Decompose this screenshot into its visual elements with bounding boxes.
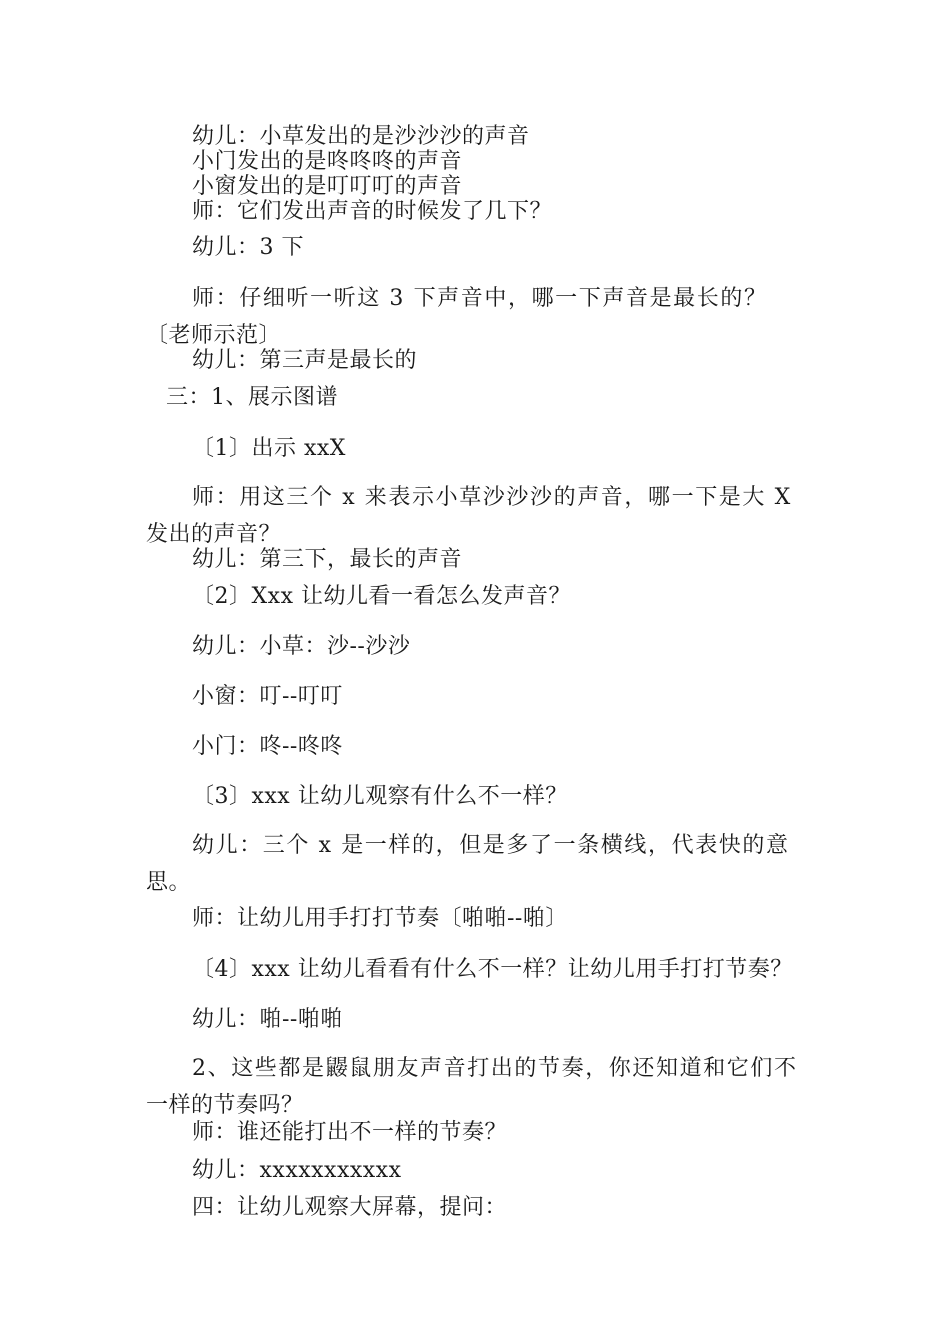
text-line: 〔3〕xxx 让幼儿观察有什么不一样？ [192, 784, 568, 809]
text-line: 〔2〕Xxx 让幼儿看一看怎么发声音？ [192, 584, 571, 609]
text-line: 〔老师示范〕 [146, 323, 282, 348]
text-line: 幼儿：小草：沙--沙沙 [192, 634, 411, 659]
text-line: 小窗：叮--叮叮 [192, 684, 343, 709]
text-line: 幼儿：啪--啪啪 [192, 1007, 343, 1032]
text-line: 〔4〕xxx 让幼儿看看有什么不一样？让幼儿用手打打节奏？ [192, 957, 793, 982]
text-line: 思。 [146, 870, 192, 895]
text-line: 2、这些都是鼹鼠朋友声音打出的节奏，你还知道和它们不 [192, 1056, 798, 1081]
text-line: 四：让幼儿观察大屏幕，提问： [192, 1195, 508, 1220]
text-line: 师：谁还能打出不一样的节奏？ [192, 1120, 508, 1145]
text-line: 小窗发出的是叮叮叮的声音 [192, 174, 463, 199]
text-line: 师：仔细听一听这 3 下声音中，哪一下声音是最长的？ [192, 286, 768, 311]
text-line: 一样的节奏吗？ [146, 1093, 304, 1118]
text-line: 幼儿：3 下 [192, 235, 304, 260]
text-line: 幼儿：小草发出的是沙沙沙的声音 [192, 124, 530, 149]
text-line: 师：它们发出声音的时候发了几下？ [192, 199, 553, 224]
text-line: 〔1〕出示 xxX [192, 436, 346, 461]
text-line: 小门：咚--咚咚 [192, 734, 343, 759]
text-line: 幼儿：三个 x 是一样的，但是多了一条横线，代表快的意 [192, 833, 790, 858]
text-line: 师：让幼儿用手打打节奏〔啪啪--啪〕 [192, 906, 568, 931]
text-line: 师：用这三个 x 来表示小草沙沙沙的声音，哪一下是大 X [192, 485, 792, 510]
text-line: 发出的声音？ [146, 522, 282, 547]
text-line: 幼儿：第三下，最长的声音 [192, 547, 463, 572]
text-line: 幼儿：第三声是最长的 [192, 348, 418, 373]
text-line: 小门发出的是咚咚咚的声音 [192, 149, 463, 174]
text-line: 幼儿：xxxxxxxxxxx [192, 1158, 402, 1183]
text-line: 三：1、展示图谱 [166, 385, 338, 410]
